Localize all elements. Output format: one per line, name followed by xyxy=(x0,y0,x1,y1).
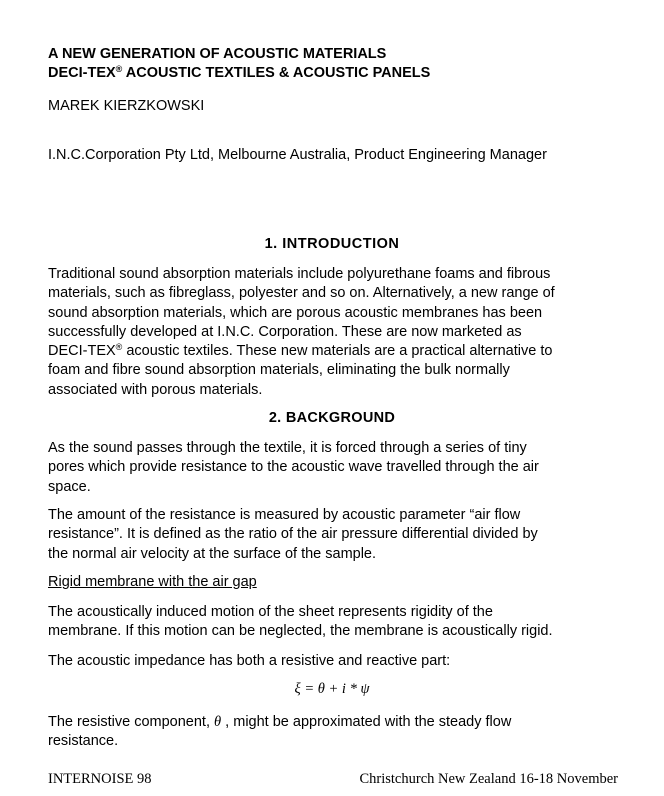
resistive-text-rest: , might be approximated with the steady flow xyxy=(221,714,512,730)
intro-line: materials, such as fibreglass, polyester and so on. Alternatively, a new range of xyxy=(48,285,555,302)
impedance-formula: ξ = θ + i * ψ xyxy=(294,681,370,697)
paragraph-line: The acoustic impedance has both a resistive and reactive part: xyxy=(48,653,451,669)
intro-line: foam and fibre sound absorption materials, eliminating the bulk normally xyxy=(48,362,510,379)
paper-title-line-1: A NEW GENERATION OF ACOUSTIC MATERIALS xyxy=(48,46,387,62)
introduction-paragraph xyxy=(48,265,628,400)
trademark-name: DECI-TEX xyxy=(48,65,116,81)
background-paragraph-4 xyxy=(48,652,628,671)
paper-title-line-2 xyxy=(48,64,430,83)
background-paragraph-2 xyxy=(48,506,628,564)
registered-mark: ® xyxy=(115,64,123,74)
paragraph-line: pores which provide resistance to the acoustic wave travelled through the air xyxy=(48,459,539,476)
subsection-heading: Rigid membrane with the air gap xyxy=(48,574,257,590)
paragraph-line: resistance. xyxy=(48,733,119,750)
paragraph-line: membrane. If this motion can be neglected, the membrane is acoustically rigid. xyxy=(48,623,553,640)
footer-conference: INTERNOISE 98 xyxy=(48,771,152,787)
trademark-name: DECI-TEX xyxy=(48,343,116,360)
paragraph-line: The acoustically induced motion of the sheet represents rigidity of the xyxy=(48,604,493,620)
paragraph-line: The amount of the resistance is measured by acoustic parameter “air flow xyxy=(48,507,521,523)
intro-line: Traditional sound absorption materials include polyurethane foams and fibrous xyxy=(48,266,551,282)
footer-location-date: Christchurch New Zealand 16-18 November xyxy=(359,771,618,787)
section-heading-introduction: 1. INTRODUCTION xyxy=(264,236,400,252)
author-name: MAREK KIERZKOWSKI xyxy=(48,98,205,114)
paragraph-line: space. xyxy=(48,478,91,495)
paragraph-line: As the sound passes through the textile, it is forced through a series of tiny xyxy=(48,440,527,456)
paragraph-line: the normal air velocity at the surface of the sample. xyxy=(48,545,377,562)
intro-line: associated with porous materials. xyxy=(48,381,263,398)
intro-line: sound absorption materials, which are porous acoustic membranes has been xyxy=(48,304,543,321)
resistive-text: The resistive component, xyxy=(48,714,215,730)
intro-line: successfully developed at I.N.C. Corporation. These are now marketed as xyxy=(48,323,522,340)
theta-symbol: θ xyxy=(214,714,222,730)
paragraph-line: resistance”. It is defined as the ratio of the air pressure differential divided by xyxy=(48,526,538,543)
section-heading-background: 2. BACKGROUND xyxy=(268,410,396,426)
background-paragraph-5 xyxy=(48,713,628,752)
author-affiliation: I.N.C.Corporation Pty Ltd, Melbourne Australia, Product Engineering Manager xyxy=(48,147,547,163)
intro-line-rest: acoustic textiles. These new materials are a practical alternative to xyxy=(122,343,553,360)
registered-mark: ® xyxy=(115,342,123,353)
intro-line xyxy=(48,342,628,361)
title-line-2-rest: ACOUSTIC TEXTILES & ACOUSTIC PANELS xyxy=(122,65,431,81)
background-paragraph-3 xyxy=(48,603,628,642)
paragraph-line xyxy=(48,713,628,732)
background-paragraph-1 xyxy=(48,439,628,497)
